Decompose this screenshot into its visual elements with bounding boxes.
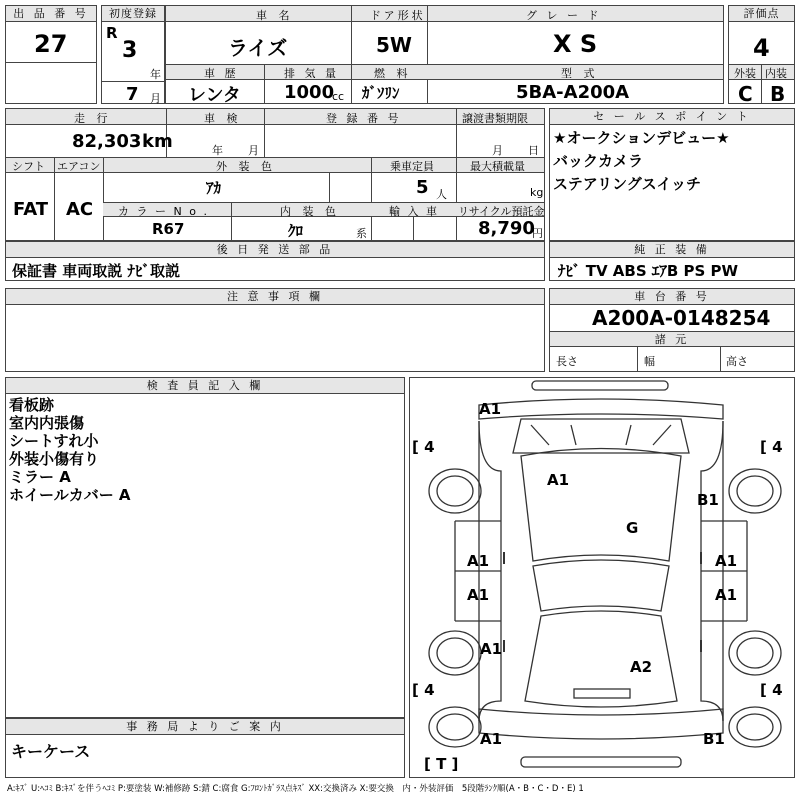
car-diagram-box	[409, 377, 795, 778]
tire-rear-right: [ 4	[760, 681, 783, 699]
first-registration-box	[101, 5, 165, 104]
aircon: AC	[66, 199, 94, 220]
inspector-box	[5, 377, 405, 718]
office-box	[5, 718, 405, 778]
mark-door-front-right: A1	[715, 552, 738, 570]
mileage: 82,303	[72, 131, 142, 152]
sales-points-box	[549, 108, 795, 241]
grade-label: グ レ ー ド	[526, 9, 602, 22]
transfer-month: 月	[492, 144, 503, 157]
car-diagram	[410, 378, 794, 777]
width-label: 幅	[644, 355, 655, 368]
door-type: 5W	[376, 33, 412, 57]
inspection-label: 車 検	[204, 112, 242, 125]
exterior-label: 外装	[734, 67, 756, 80]
capacity-unit: 人	[436, 188, 447, 201]
first-registration-label: 初度登録	[102, 6, 164, 22]
vehicle-info-box	[165, 5, 724, 104]
mark-door-rear-right: A1	[715, 586, 738, 604]
chassis-label: 車 台 番 号	[550, 289, 794, 305]
displacement-label: 排 気 量	[284, 67, 339, 80]
interior-label: 内装	[765, 67, 787, 80]
car-name-label: 車 名	[256, 9, 294, 22]
int-color-unit: 系	[356, 227, 367, 240]
import-label: 輸 入 車	[389, 205, 439, 218]
equipment: ﾅﾋﾞ TV ABS ｴｱB PS PW	[558, 262, 739, 280]
sales-point-1: ★オークションデビュー★	[553, 129, 730, 147]
sales-point-3: ステアリングスイッチ	[553, 175, 702, 193]
fuel: ｶﾞｿﾘﾝ	[362, 84, 400, 102]
inspector-note-5: ミラー A	[9, 468, 71, 486]
displacement: 1000	[284, 82, 335, 103]
score-box	[728, 5, 795, 104]
sales-points-label: セ ー ル ス ポ イ ン ト	[550, 109, 794, 125]
ext-color: ｱｶ	[206, 179, 222, 197]
lot-number: 27	[34, 30, 68, 58]
regno-label: 登 録 番 号	[326, 112, 402, 125]
int-color: ｸﾛ	[288, 222, 304, 240]
chassis-box	[549, 288, 795, 372]
mark-quarter-left: A1	[480, 640, 503, 658]
height-label: 高さ	[726, 355, 748, 368]
int-color-label: 内 装 色	[280, 205, 340, 218]
later-parts: 保証書 車両取説 ﾅﾋﾞ取説	[12, 262, 180, 280]
door-label: ドア形状	[370, 9, 426, 22]
color-number: R67	[152, 220, 185, 238]
later-parts-label: 後 日 発 送 部 品	[6, 242, 544, 258]
spare-tire: [ T ]	[424, 755, 459, 773]
inspection-year: 年	[212, 144, 223, 157]
shift: FAT	[13, 199, 49, 220]
month-unit: 月	[150, 92, 161, 105]
transfer-day: 日	[528, 144, 539, 157]
capacity: 5	[416, 177, 429, 198]
mileage-label: 走 行	[74, 112, 112, 125]
tire-rear-left: [ 4	[412, 681, 435, 699]
max-load-label: 最大積載量	[470, 160, 525, 173]
era: R	[106, 24, 118, 42]
fuel-label: 燃 料	[374, 67, 412, 80]
recycle-fee: 8,790	[478, 218, 535, 239]
reg-year: 3	[122, 38, 138, 63]
mark-hood: A1	[547, 471, 570, 489]
damage-legend: A:ｷｽﾞ U:ﾍｺﾐ B:ｷｽﾞを伴うﾍｺﾐ P:要塗装 W:補修跡 S:錆 C:腐食 G:ﾌﾛﾝﾄｶﾞﾗｽ点ｷｽﾞ XX:交換済み X:要交換 内・外装評価 5段階ﾗﾝｸ順(A・B・C・D・E) 1	[7, 784, 584, 794]
tire-front-left: [ 4	[412, 438, 435, 456]
inspector-note-4: 外装小傷有り	[9, 450, 100, 468]
notes-box	[5, 288, 545, 372]
sales-point-2: バックカメラ	[553, 152, 644, 170]
ac-label: エアコン	[57, 160, 101, 173]
model-label: 型 式	[561, 67, 599, 80]
displacement-unit: cc	[332, 90, 345, 103]
mileage-unit: km	[142, 131, 173, 152]
year-unit: 年	[150, 68, 161, 81]
mark-rear-bumper-left: A1	[480, 730, 503, 748]
history-label: 車 歴	[204, 67, 239, 80]
history: レンタ	[188, 85, 241, 106]
interior-score: B	[770, 82, 786, 106]
recycle-label: リサイクル預託金	[458, 205, 545, 218]
office-note: キーケース	[11, 742, 91, 761]
mark-fender-right: B1	[697, 491, 719, 509]
mark-door-front-left: A1	[467, 552, 490, 570]
model-code: 5BA-A200A	[516, 82, 630, 103]
length-label: 長さ	[556, 355, 578, 368]
shift-label: シフト	[12, 160, 45, 173]
reg-month: 7	[126, 84, 139, 105]
inspector-note-3: シートすれ小	[9, 432, 99, 450]
overall-score: 4	[753, 34, 770, 62]
inspection-month: 月	[248, 144, 259, 157]
color-no-label: カ ラ ー N o .	[118, 205, 209, 218]
exterior-score: C	[738, 82, 753, 106]
recycle-unit: 円	[532, 227, 543, 240]
specs-label: 諸 元	[550, 332, 794, 347]
equipment-box	[549, 241, 795, 281]
transfer-label: 譲渡書類期限	[462, 112, 528, 125]
later-parts-box	[5, 241, 545, 281]
lot-box	[5, 5, 97, 104]
mark-door-rear-left: A1	[467, 586, 490, 604]
max-load-unit: kg	[530, 186, 544, 199]
office-label: 事 務 局 よ り ご 案 内	[6, 719, 404, 735]
mark-rear-bumper-right: B1	[703, 730, 725, 748]
lot-label: 出 品 番 号	[6, 6, 96, 22]
grade: X S	[553, 30, 598, 58]
inspector-label: 検 査 員 記 入 欄	[6, 378, 404, 394]
equipment-label: 純 正 装 備	[550, 242, 794, 258]
notes-label: 注 意 事 項 欄	[6, 289, 544, 305]
mark-windshield: G	[626, 519, 639, 537]
capacity-label: 乗車定員	[390, 160, 434, 173]
mark-roof: A2	[630, 658, 653, 676]
inspector-note-1: 看板跡	[9, 396, 55, 414]
car-name: ライズ	[228, 36, 288, 60]
details-box	[5, 108, 545, 241]
score-label: 評価点	[729, 6, 794, 22]
inspector-note-6: ホイールカバー A	[9, 486, 131, 504]
chassis-number: A200A-0148254	[592, 306, 771, 330]
ext-color-label: 外 装 色	[216, 160, 276, 173]
mark-front-bumper: A1	[479, 400, 502, 418]
tire-front-right: [ 4	[760, 438, 783, 456]
inspector-note-2: 室内内張傷	[9, 414, 85, 432]
